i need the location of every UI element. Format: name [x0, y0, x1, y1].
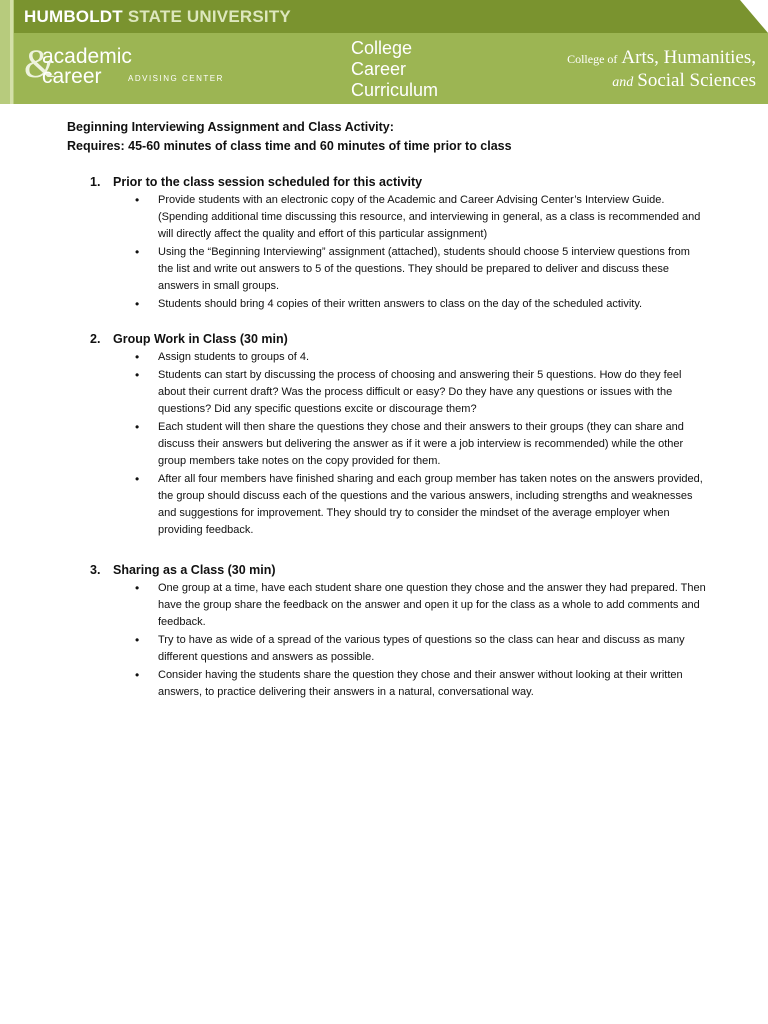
list-item: • Assign students to groups of 4.	[158, 349, 707, 366]
bullet-list	[67, 192, 707, 313]
college-of-text: College of	[567, 52, 618, 66]
title-line-2: Requires: 45-60 minutes of class time and 60 minutes of time prior to class	[67, 139, 512, 153]
university-name-part2: STATE UNIVERSITY	[127, 7, 291, 26]
bullet-list	[67, 349, 707, 539]
list-item: • After all four members have finished sharing and each group member has taken notes on the answers provided, the group should discuss each of the questions and the various answers, including strengths and weaknesses and suggestions for improvement. They should try to consider the mindset of the average employer when providing feedback.	[158, 471, 707, 539]
college-name	[567, 47, 756, 94]
left-stripe	[0, 0, 14, 104]
top-bar	[0, 0, 768, 33]
section-number: 2.	[90, 332, 101, 346]
section-number: 3.	[90, 563, 101, 577]
college-name-line1: Arts, Humanities,	[621, 47, 756, 68]
section-heading	[90, 561, 707, 579]
list-item: • Students can start by discussing the process of choosing and answering their 5 questions. How do they feel about their current draft? Was the process difficult or easy? Do they have any questions or issues with the questions? Did any specific questions excite or discourage them?	[158, 367, 707, 418]
list-item: • Try to have as wide of a spread of the various types of questions so the class can hear and discuss as many different questions and answers as possible.	[158, 632, 707, 666]
title-line-1: Beginning Interviewing Assignment and Class Activity:	[67, 120, 394, 134]
logo-academic: academic	[42, 45, 132, 68]
university-name	[24, 7, 291, 27]
logo-advising-center: ADVISING CENTER	[128, 74, 224, 83]
list-item: • Using the “Beginning Interviewing” assignment (attached), students should choose 5 interview questions from the list and write out answers to 5 of the questions. They should be prepared to deliver and discuss these answers in small groups.	[158, 244, 707, 295]
ccc-line-3: Curriculum	[351, 80, 439, 100]
section-1	[67, 173, 707, 313]
section-3	[67, 561, 707, 701]
college-career-curriculum	[351, 38, 438, 101]
bullet-list	[67, 580, 707, 701]
section-heading	[90, 173, 707, 191]
top-bar-notch	[740, 0, 768, 33]
left-stripe-inner	[10, 0, 13, 104]
and-text: and	[612, 75, 634, 90]
section-heading	[90, 330, 707, 348]
list-item: • One group at a time, have each student share one question they chose and the answer they had prepared. Then have the group share the feedback on the answer and open it up for the class as a whole to add comments and feedback.	[158, 580, 707, 631]
section-2	[67, 330, 707, 539]
document-body	[67, 118, 707, 702]
document-title	[67, 118, 707, 156]
list-item: • Each student will then share the questions they chose and their answers to their groups (they can share and discuss their answers but delivering the answer as if it were a job interview is recommended) while the other group members take notes on the copy provided for them.	[158, 419, 707, 470]
list-item: • Consider having the students share the question they chose and their answer without looking at their written answers, to practice delivering their answers in a natural, conversational way.	[158, 667, 707, 701]
ccc-line-1: College	[351, 38, 413, 58]
list-item: • Students should bring 4 copies of their written answers to class on the day of the scheduled activity.	[158, 296, 707, 313]
section-title: Group Work in Class (30 min)	[113, 332, 288, 346]
college-name-line2: Social Sciences	[637, 70, 756, 91]
section-number: 1.	[90, 175, 101, 189]
logo-ampersand: &	[24, 41, 56, 86]
ccc-line-2: Career	[351, 59, 407, 79]
university-name-part1: HUMBOLDT	[24, 7, 123, 26]
section-title: Prior to the class session scheduled for this activity	[113, 175, 423, 189]
header-banner	[0, 0, 768, 104]
section-title: Sharing as a Class (30 min)	[113, 563, 276, 577]
logo-career: career	[42, 65, 102, 88]
list-item: • Provide students with an electronic copy of the Academic and Career Advising Center’s Interview Guide. (Spending additional time discussing this resource, and interviewing in general, as a class is recommended and will directly affect the quality and effort of this particular assignment)	[158, 192, 707, 243]
